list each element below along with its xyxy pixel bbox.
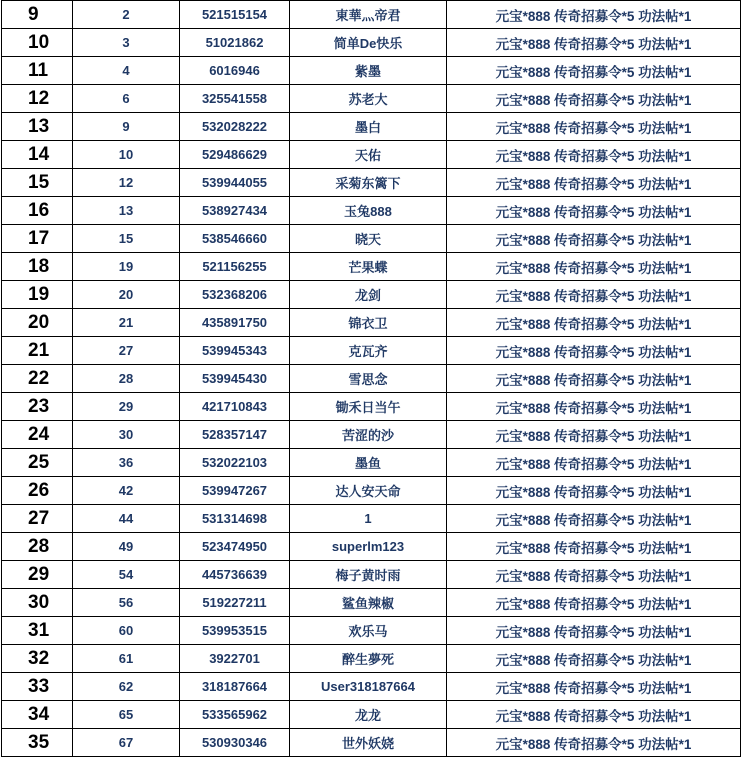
reward-cell: 元宝*888 传奇招募令*5 功法帖*1 [447, 365, 741, 393]
seq-cell: 67 [73, 729, 180, 757]
player-name-cell: 墨鱼 [290, 449, 447, 477]
player-id-cell: 435891750 [180, 309, 290, 337]
reward-cell: 元宝*888 传奇招募令*5 功法帖*1 [447, 561, 741, 589]
rank-cell: 21 [2, 337, 73, 365]
rank-cell: 18 [2, 253, 73, 281]
player-name-cell: 采菊东篱下 [290, 169, 447, 197]
reward-cell: 元宝*888 传奇招募令*5 功法帖*1 [447, 533, 741, 561]
rank-cell: 14 [2, 141, 73, 169]
player-id-cell: 539944055 [180, 169, 290, 197]
table-row [2, 729, 741, 757]
seq-cell: 15 [73, 225, 180, 253]
table-row [2, 169, 741, 197]
rank-cell: 11 [2, 57, 73, 85]
player-name-cell: 芒果蝶 [290, 253, 447, 281]
player-name-cell: User318187664 [290, 673, 447, 701]
seq-cell: 2 [73, 1, 180, 29]
seq-cell: 3 [73, 29, 180, 57]
player-id-cell: 530930346 [180, 729, 290, 757]
seq-cell: 12 [73, 169, 180, 197]
player-name-cell: 达人安天命 [290, 477, 447, 505]
table-row [2, 617, 741, 645]
player-name-cell: 龙剑 [290, 281, 447, 309]
rank-cell: 31 [2, 617, 73, 645]
rank-cell: 30 [2, 589, 73, 617]
table-body [2, 1, 741, 757]
rank-cell: 24 [2, 421, 73, 449]
seq-cell: 13 [73, 197, 180, 225]
player-id-cell: 532368206 [180, 281, 290, 309]
table-row [2, 225, 741, 253]
player-name-cell: 世外妖娆 [290, 729, 447, 757]
rank-cell: 16 [2, 197, 73, 225]
seq-cell: 21 [73, 309, 180, 337]
table-row [2, 253, 741, 281]
reward-cell: 元宝*888 传奇招募令*5 功法帖*1 [447, 113, 741, 141]
reward-cell: 元宝*888 传奇招募令*5 功法帖*1 [447, 505, 741, 533]
rank-cell: 32 [2, 645, 73, 673]
player-name-cell: 東華灬帝君 [290, 1, 447, 29]
rank-cell: 28 [2, 533, 73, 561]
player-id-cell: 531314698 [180, 505, 290, 533]
player-id-cell: 538546660 [180, 225, 290, 253]
player-id-cell: 325541558 [180, 85, 290, 113]
seq-cell: 6 [73, 85, 180, 113]
player-name-cell: 欢乐马 [290, 617, 447, 645]
table-row [2, 57, 741, 85]
rank-cell: 17 [2, 225, 73, 253]
table-row [2, 281, 741, 309]
table-row [2, 701, 741, 729]
player-name-cell: 梅子黄时雨 [290, 561, 447, 589]
seq-cell: 27 [73, 337, 180, 365]
player-id-cell: 445736639 [180, 561, 290, 589]
rank-cell: 9 [2, 1, 73, 29]
player-id-cell: 538927434 [180, 197, 290, 225]
reward-cell: 元宝*888 传奇招募令*5 功法帖*1 [447, 1, 741, 29]
table-row [2, 533, 741, 561]
table-row [2, 85, 741, 113]
player-name-cell: 鲨鱼辣椒 [290, 589, 447, 617]
table-row [2, 589, 741, 617]
player-name-cell: 锄禾日当午 [290, 393, 447, 421]
table-row [2, 365, 741, 393]
table-row [2, 673, 741, 701]
player-name-cell: 简单De快乐 [290, 29, 447, 57]
table-row [2, 309, 741, 337]
reward-cell: 元宝*888 传奇招募令*5 功法帖*1 [447, 281, 741, 309]
player-id-cell: 6016946 [180, 57, 290, 85]
player-name-cell: superlm123 [290, 533, 447, 561]
reward-cell: 元宝*888 传奇招募令*5 功法帖*1 [447, 337, 741, 365]
seq-cell: 28 [73, 365, 180, 393]
rank-cell: 33 [2, 673, 73, 701]
rank-cell: 23 [2, 393, 73, 421]
seq-cell: 62 [73, 673, 180, 701]
reward-cell: 元宝*888 传奇招募令*5 功法帖*1 [447, 225, 741, 253]
player-name-cell: 龙龙 [290, 701, 447, 729]
reward-cell: 元宝*888 传奇招募令*5 功法帖*1 [447, 141, 741, 169]
reward-cell: 元宝*888 传奇招募令*5 功法帖*1 [447, 393, 741, 421]
table-row [2, 1, 741, 29]
rank-cell: 22 [2, 365, 73, 393]
player-id-cell: 521156255 [180, 253, 290, 281]
seq-cell: 60 [73, 617, 180, 645]
seq-cell: 20 [73, 281, 180, 309]
reward-cell: 元宝*888 传奇招募令*5 功法帖*1 [447, 645, 741, 673]
player-id-cell: 318187664 [180, 673, 290, 701]
seq-cell: 30 [73, 421, 180, 449]
player-name-cell: 雪思念 [290, 365, 447, 393]
rank-cell: 19 [2, 281, 73, 309]
player-name-cell: 墨白 [290, 113, 447, 141]
rank-cell: 35 [2, 729, 73, 757]
player-id-cell: 523474950 [180, 533, 290, 561]
rank-cell: 15 [2, 169, 73, 197]
reward-cell: 元宝*888 传奇招募令*5 功法帖*1 [447, 477, 741, 505]
reward-cell: 元宝*888 传奇招募令*5 功法帖*1 [447, 589, 741, 617]
player-name-cell: 晓天 [290, 225, 447, 253]
reward-cell: 元宝*888 传奇招募令*5 功法帖*1 [447, 85, 741, 113]
rank-cell: 20 [2, 309, 73, 337]
player-id-cell: 539945343 [180, 337, 290, 365]
seq-cell: 29 [73, 393, 180, 421]
reward-cell: 元宝*888 传奇招募令*5 功法帖*1 [447, 449, 741, 477]
rank-cell: 10 [2, 29, 73, 57]
player-name-cell: 醉生夢死 [290, 645, 447, 673]
player-name-cell: 克瓦齐 [290, 337, 447, 365]
table-row [2, 197, 741, 225]
table-row [2, 645, 741, 673]
player-name-cell: 锦衣卫 [290, 309, 447, 337]
seq-cell: 36 [73, 449, 180, 477]
player-name-cell: 玉兔888 [290, 197, 447, 225]
table-row [2, 561, 741, 589]
seq-cell: 4 [73, 57, 180, 85]
seq-cell: 61 [73, 645, 180, 673]
player-id-cell: 528357147 [180, 421, 290, 449]
player-name-cell: 苏老大 [290, 85, 447, 113]
rank-cell: 29 [2, 561, 73, 589]
table-row [2, 141, 741, 169]
rank-cell: 27 [2, 505, 73, 533]
player-id-cell: 519227211 [180, 589, 290, 617]
rank-cell: 13 [2, 113, 73, 141]
seq-cell: 9 [73, 113, 180, 141]
player-id-cell: 521515154 [180, 1, 290, 29]
table-row [2, 505, 741, 533]
reward-cell: 元宝*888 传奇招募令*5 功法帖*1 [447, 57, 741, 85]
rank-cell: 34 [2, 701, 73, 729]
seq-cell: 42 [73, 477, 180, 505]
table-row [2, 449, 741, 477]
player-id-cell: 421710843 [180, 393, 290, 421]
reward-cell: 元宝*888 传奇招募令*5 功法帖*1 [447, 421, 741, 449]
table-row [2, 113, 741, 141]
reward-cell: 元宝*888 传奇招募令*5 功法帖*1 [447, 673, 741, 701]
table-row [2, 29, 741, 57]
player-id-cell: 539945430 [180, 365, 290, 393]
rank-cell: 25 [2, 449, 73, 477]
player-id-cell: 51021862 [180, 29, 290, 57]
player-name-cell: 苦涩的沙 [290, 421, 447, 449]
reward-cell: 元宝*888 传奇招募令*5 功法帖*1 [447, 617, 741, 645]
seq-cell: 44 [73, 505, 180, 533]
seq-cell: 19 [73, 253, 180, 281]
reward-cell: 元宝*888 传奇招募令*5 功法帖*1 [447, 701, 741, 729]
seq-cell: 65 [73, 701, 180, 729]
table-row [2, 477, 741, 505]
player-id-cell: 539953515 [180, 617, 290, 645]
player-name-cell: 1 [290, 505, 447, 533]
table-row [2, 421, 741, 449]
reward-cell: 元宝*888 传奇招募令*5 功法帖*1 [447, 253, 741, 281]
table-row [2, 337, 741, 365]
seq-cell: 49 [73, 533, 180, 561]
reward-cell: 元宝*888 传奇招募令*5 功法帖*1 [447, 197, 741, 225]
player-id-cell: 529486629 [180, 141, 290, 169]
player-id-cell: 532028222 [180, 113, 290, 141]
rank-cell: 12 [2, 85, 73, 113]
table-row [2, 393, 741, 421]
seq-cell: 56 [73, 589, 180, 617]
reward-table [1, 0, 741, 757]
seq-cell: 54 [73, 561, 180, 589]
rank-cell: 26 [2, 477, 73, 505]
player-id-cell: 3922701 [180, 645, 290, 673]
player-name-cell: 紫墨 [290, 57, 447, 85]
player-id-cell: 532022103 [180, 449, 290, 477]
reward-cell: 元宝*888 传奇招募令*5 功法帖*1 [447, 169, 741, 197]
reward-cell: 元宝*888 传奇招募令*5 功法帖*1 [447, 29, 741, 57]
reward-cell: 元宝*888 传奇招募令*5 功法帖*1 [447, 309, 741, 337]
player-id-cell: 533565962 [180, 701, 290, 729]
player-name-cell: 天佑 [290, 141, 447, 169]
reward-cell: 元宝*888 传奇招募令*5 功法帖*1 [447, 729, 741, 757]
seq-cell: 10 [73, 141, 180, 169]
player-id-cell: 539947267 [180, 477, 290, 505]
